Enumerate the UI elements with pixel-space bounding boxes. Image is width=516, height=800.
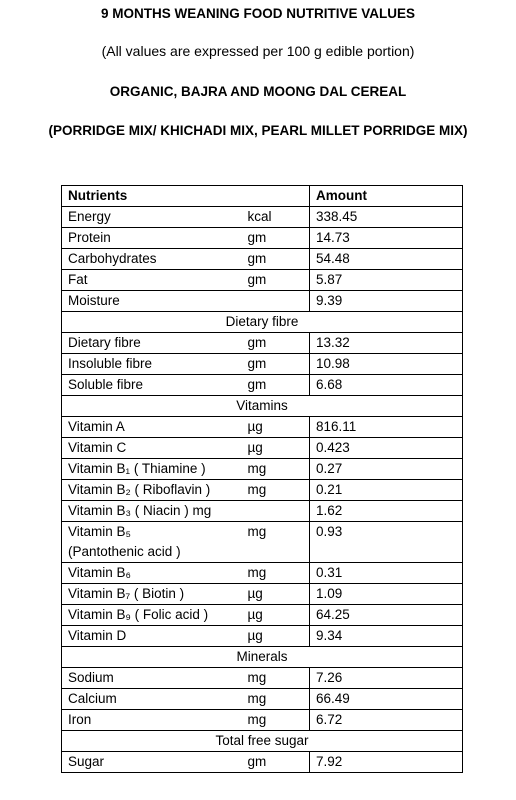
table-row [62, 689, 463, 710]
section-header-row [62, 647, 463, 668]
nutrient-amount: 14.73 [310, 228, 463, 249]
product-variants: (PORRIDGE MIX/ KHICHADI MIX, PEARL MILLET PORRIDGE MIX) [48, 123, 468, 138]
nutrition-table-body [62, 186, 463, 773]
nutrient-name-text: Vitamin A [68, 419, 125, 434]
nutrient-name-text: Vitamin B₇ ( Biotin ) [68, 586, 185, 601]
nutrient-name [62, 501, 248, 522]
table-header-row [62, 186, 463, 207]
nutrient-name [62, 207, 248, 228]
nutrient-unit: gm [248, 333, 310, 354]
nutrient-amount: 0.31 [310, 563, 463, 584]
nutrient-unit: mg [248, 459, 310, 480]
nutrient-amount: 7.26 [310, 668, 463, 689]
nutrition-table [61, 185, 463, 773]
nutrient-name [62, 752, 248, 773]
nutrient-name-text: Sodium [68, 670, 114, 685]
nutrient-amount: 0.423 [310, 438, 463, 459]
table-row [62, 291, 463, 312]
section-header-row [62, 731, 463, 752]
product-name: ORGANIC, BAJRA AND MOONG DAL CEREAL [109, 84, 407, 99]
nutrient-amount: 9.34 [310, 626, 463, 647]
nutrient-name-text: Vitamin B₂ ( Riboflavin ) [68, 482, 211, 497]
nutrient-unit [248, 291, 310, 312]
nutrient-name [62, 710, 248, 731]
section-label: Dietary fibre [62, 312, 463, 333]
portion-note: (All values are expressed per 100 g edible portion) [101, 43, 415, 59]
nutrient-amount: 9.39 [310, 291, 463, 312]
nutrient-name [62, 480, 248, 501]
table-row [62, 668, 463, 689]
nutrient-name [62, 668, 248, 689]
nutrient-unit: mg [248, 480, 310, 501]
nutrient-name-text: Calcium [68, 691, 117, 706]
nutrient-name [62, 291, 248, 312]
table-row [62, 605, 463, 626]
nutrient-unit: mg [248, 689, 310, 710]
section-label: Minerals [62, 647, 463, 668]
nutrient-unit: µg [248, 626, 310, 647]
nutrient-name [62, 228, 248, 249]
nutrient-name [62, 459, 248, 480]
nutrient-unit: mg [248, 710, 310, 731]
nutrient-amount: 0.21 [310, 480, 463, 501]
nutrient-unit: kcal [248, 207, 310, 228]
nutrient-name-text: Iron [68, 712, 92, 727]
nutrient-amount: 13.32 [310, 333, 463, 354]
nutrient-unit [248, 501, 310, 522]
nutrient-unit: µg [248, 584, 310, 605]
table-row [62, 626, 463, 647]
nutrient-unit: gm [248, 228, 310, 249]
nutrient-unit: mg [248, 522, 310, 563]
nutrient-amount: 64.25 [310, 605, 463, 626]
nutrient-name [62, 626, 248, 647]
nutrient-amount: 1.09 [310, 584, 463, 605]
section-label: Vitamins [62, 396, 463, 417]
nutrient-name [62, 375, 248, 396]
nutrient-name [62, 584, 248, 605]
nutrient-name-text: Vitamin B₆ [68, 565, 131, 580]
nutrient-unit: gm [248, 354, 310, 375]
table-row [62, 270, 463, 291]
nutrient-name [62, 333, 248, 354]
table-row [62, 375, 463, 396]
nutrient-name [62, 417, 248, 438]
column-header-amount: Amount [310, 186, 463, 207]
nutrient-name-text: Sugar [68, 754, 105, 769]
nutrient-amount: 0.93 [310, 522, 463, 563]
table-row [62, 563, 463, 584]
nutrient-name [62, 563, 248, 584]
nutrient-name-text: Dietary fibre [68, 335, 141, 350]
nutrient-name [62, 438, 248, 459]
nutrient-amount: 338.45 [310, 207, 463, 228]
nutrient-amount: 5.87 [310, 270, 463, 291]
section-header-row [62, 312, 463, 333]
table-row [62, 207, 463, 228]
nutrient-name [62, 689, 248, 710]
nutrient-name-text: Vitamin B₃ ( Niacin ) mg [68, 503, 212, 518]
table-row [62, 228, 463, 249]
nutrient-name-subtext: (Pantothenic acid ) [68, 544, 181, 559]
nutrient-name-text: Soluble fibre [68, 377, 144, 392]
table-row [62, 752, 463, 773]
column-header-nutrients: Nutrients [62, 186, 310, 207]
nutrient-amount: 0.27 [310, 459, 463, 480]
nutrient-name [62, 522, 248, 563]
nutrient-unit: gm [248, 752, 310, 773]
table-row [62, 354, 463, 375]
nutrient-name [62, 270, 248, 291]
nutrient-name-text: Vitamin B₁ ( Thiamine ) [68, 461, 206, 476]
nutrient-amount: 7.92 [310, 752, 463, 773]
table-row [62, 249, 463, 270]
nutrient-name [62, 605, 248, 626]
table-row [62, 417, 463, 438]
nutrient-amount: 6.68 [310, 375, 463, 396]
nutrient-name-text: Protein [68, 230, 111, 245]
document-title: 9 MONTHS WEANING FOOD NUTRITIVE VALUES [100, 6, 415, 21]
nutrient-name-text: Vitamin C [68, 440, 127, 455]
nutrient-name-text: Fat [68, 272, 88, 287]
nutrient-unit: mg [248, 563, 310, 584]
table-row [62, 438, 463, 459]
table-row [62, 501, 463, 522]
table-row [62, 459, 463, 480]
nutrient-name-text: Insoluble fibre [68, 356, 153, 371]
nutrient-amount: 816.11 [310, 417, 463, 438]
table-row [62, 710, 463, 731]
nutrient-unit: gm [248, 249, 310, 270]
nutrient-amount: 1.62 [310, 501, 463, 522]
table-row [62, 333, 463, 354]
table-row [62, 480, 463, 501]
nutrient-unit: gm [248, 270, 310, 291]
nutrient-unit: µg [248, 438, 310, 459]
nutrient-unit: mg [248, 668, 310, 689]
nutrient-name-text: Energy [68, 209, 111, 224]
nutrient-name-text: Vitamin D [68, 628, 127, 643]
nutrient-amount: 54.48 [310, 249, 463, 270]
table-row [62, 522, 463, 563]
nutrient-name [62, 249, 248, 270]
nutrient-name-text: Vitamin B₉ ( Folic acid ) [68, 607, 209, 622]
nutrient-unit: µg [248, 605, 310, 626]
nutrient-amount: 6.72 [310, 710, 463, 731]
table-row [62, 584, 463, 605]
section-header-row [62, 396, 463, 417]
nutrient-name-text: Carbohydrates [68, 251, 157, 266]
nutrient-name-text: Vitamin B₅ [68, 524, 131, 539]
section-label: Total free sugar [62, 731, 463, 752]
nutrient-amount: 66.49 [310, 689, 463, 710]
nutrient-unit: µg [248, 417, 310, 438]
nutrient-name-text: Moisture [68, 293, 120, 308]
nutrient-unit: gm [248, 375, 310, 396]
nutrient-amount: 10.98 [310, 354, 463, 375]
nutrient-name [62, 354, 248, 375]
